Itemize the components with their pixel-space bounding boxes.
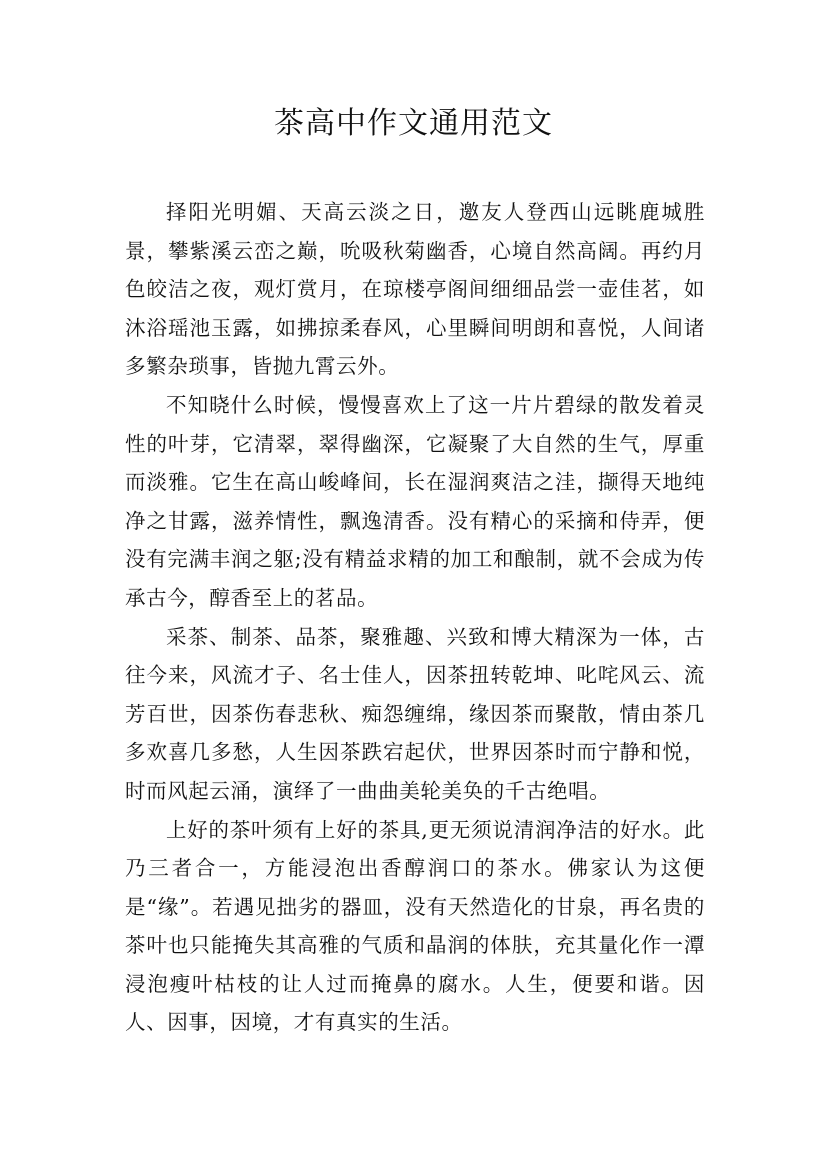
paragraph-2: 不知晓什么时候，慢慢喜欢上了这一片片碧绿的散发着灵性的叶芽，它清翠，翠得幽深，它凝聚了大自然的生气，厚重而淡雅。它生在高山峻峰间，长在湿润爽洁之洼，撷得天地纯净之甘露，滋养情性，飘逸清香。没有精心的采摘和侍弄，便没有完满丰润之躯;没有精益求精的加工和酿制，就不会成为传承古今，醇香至上的茗品。 — [125, 392, 705, 610]
paragraph-1: 择阳光明媚、天高云淡之日，邀友人登西山远眺鹿城胜景，攀紫溪云峦之巅，吮吸秋菊幽香，心境自然高阔。再约月色皎洁之夜，观灯赏月，在琼楼亭阁间细细品尝一壶佳茗，如沐浴瑶池玉露，如拂掠柔春风，心里瞬间明朗和喜悦，人间诸多繁杂琐事，皆抛九霄云外。 — [125, 200, 705, 379]
document-title: 茶高中作文通用范文 — [274, 106, 553, 141]
paragraph-4: 上好的茶叶须有上好的茶具,更无须说清润净洁的好水。此乃三者合一，方能浸泡出香醇润口的茶水。佛家认为这便是“缘”。若遇见拙劣的器皿，没有天然造化的甘泉，再名贵的茶叶也只能掩失其高雅的气质和晶润的体肤，充其量化作一潭浸泡瘦叶枯枝的让人过而掩鼻的腐水。人生，便要和谐。因人、因事，因境，才有真实的生活。 — [125, 817, 705, 1035]
document-body — [125, 193, 705, 1042]
paragraph-3: 采茶、制茶、品茶，聚雅趣、兴致和博大精深为一体，古往今来，风流才子、名士佳人，因茶扭转乾坤、叱咤风云、流芳百世，因茶伤春悲秋、痴怨缠绵，缘因茶而聚散，情由茶几多欢喜几多愁，人生因茶跌宕起伏，世界因茶时而宁静和悦，时而风起云涌，演绎了一曲曲美轮美奂的千古绝唱。 — [125, 624, 705, 803]
